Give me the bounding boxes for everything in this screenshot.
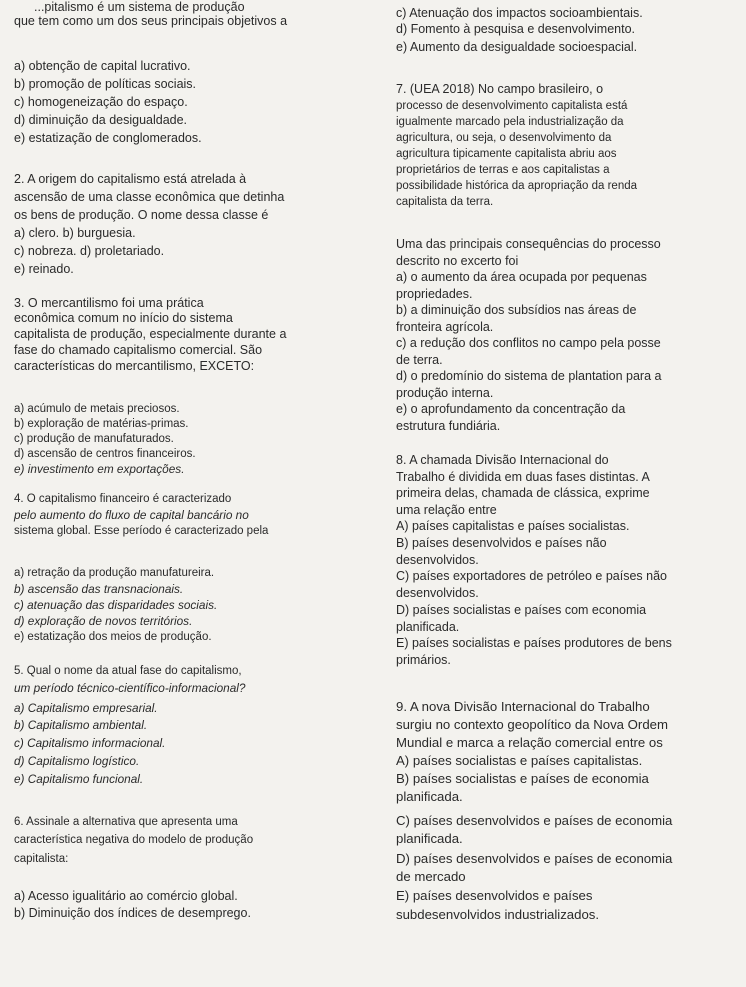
left-text-line: ascensão de uma classe econômica que detinha (14, 190, 285, 204)
left-text-line: e) investimento em exportações. (14, 462, 185, 476)
right-text-line: Trabalho é dividida em duas fases distintas. A (396, 470, 650, 484)
left-text-line: c) Capitalismo informacional. (14, 736, 166, 750)
right-text-line: d) o predomínio do sistema de plantation para a (396, 369, 662, 383)
left-text-line: ...pitalismo é um sistema de produção (34, 0, 245, 14)
right-text-line: processo de desenvolvimento capitalista está (396, 100, 628, 112)
left-text-line: capitalista: (14, 853, 69, 865)
right-text-line: de mercado (396, 869, 466, 884)
right-text-line: igualmente marcado pela industrialização da (396, 116, 624, 128)
right-text-line: E) países desenvolvidos e países (396, 888, 593, 903)
right-text-line: descrito no excerto foi (396, 254, 519, 268)
right-text-line: possibilidade histórica da apropriação da renda (396, 180, 638, 192)
left-text-line: econômica comum no início do sistema (14, 311, 233, 325)
right-text-line: estrutura fundiária. (396, 419, 501, 433)
left-text-line: os bens de produção. O nome dessa classe é (14, 208, 269, 222)
right-text-line: C) países desenvolvidos e países de economia (396, 813, 673, 828)
left-text-line: sistema global. Esse período é caracterizado pela (14, 525, 269, 537)
right-text-line: B) países desenvolvidos e países não (396, 536, 607, 550)
left-text-line: b) ascensão das transnacionais. (14, 582, 184, 596)
right-text-line: Mundial e marca a relação comercial entre os (396, 735, 663, 750)
right-text-line: desenvolvidos. (396, 586, 479, 600)
right-text-line: desenvolvidos. (396, 553, 479, 567)
left-text-line: b) promoção de políticas sociais. (14, 77, 197, 91)
right-text-line: fronteira agrícola. (396, 320, 494, 334)
right-text-line: A) países socialistas e países capitalistas. (396, 753, 643, 768)
left-text-line: 4. O capitalismo financeiro é caracterizado (14, 493, 232, 505)
right-text-line: de terra. (396, 353, 443, 367)
right-text-line: agricultura tipicamente capitalista abriu aos (396, 148, 617, 160)
right-text-line: uma relação entre (396, 503, 497, 517)
left-text-line: pelo aumento do fluxo de capital bancário no (14, 508, 249, 522)
left-text-line: 2. A origem do capitalismo está atrelada à (14, 172, 247, 186)
left-text-line: b) Capitalismo ambiental. (14, 718, 148, 732)
right-text-line: 9. A nova Divisão Internacional do Trabalho (396, 699, 650, 714)
left-text-line: e) reinado. (14, 262, 74, 276)
right-text-line: subdesenvolvidos industrializados. (396, 907, 600, 922)
left-text-line: d) Capitalismo logístico. (14, 754, 140, 768)
right-text-line: agricultura, ou seja, o desenvolvimento da (396, 132, 612, 144)
right-text-line: proprietários de terras e aos capitalistas a (396, 164, 610, 176)
left-text-line: a) obtenção de capital lucrativo. (14, 59, 191, 73)
right-text-line: e) Aumento da desigualdade socioespacial. (396, 40, 638, 54)
right-text-line: primeira delas, chamada de clássica, exprime (396, 486, 650, 500)
left-text-line: d) ascensão de centros financeiros. (14, 448, 196, 460)
left-text-line: c) nobreza. d) proletariado. (14, 244, 165, 258)
left-text-line: fase do chamado capitalismo comercial. São (14, 343, 263, 357)
right-text-line: b) a diminuição dos subsídios nas áreas de (396, 303, 637, 317)
right-text-line: d) Fomento à pesquisa e desenvolvimento. (396, 22, 636, 36)
left-text-line: 6. Assinale a alternativa que apresenta uma (14, 816, 238, 828)
left-text-line: a) clero. b) burguesia. (14, 226, 136, 240)
left-text-line: e) estatização de conglomerados. (14, 131, 202, 145)
left-text-line: capitalista de produção, especialmente durante a (14, 327, 287, 341)
right-text-line: 8. A chamada Divisão Internacional do (396, 453, 609, 467)
left-text-line: c) produção de manufaturados. (14, 433, 174, 445)
right-text-line: planificada. (396, 789, 463, 804)
right-text-line: C) países exportadores de petróleo e países não (396, 569, 668, 583)
left-text-line: e) estatização dos meios de produção. (14, 631, 212, 643)
left-text-line: característica negativa do modelo de produção (14, 834, 254, 846)
left-text-line: b) exploração de matérias-primas. (14, 418, 189, 430)
left-text-line: b) Diminuição dos índices de desemprego. (14, 906, 251, 920)
left-text-line: a) acúmulo de metais preciosos. (14, 403, 180, 415)
left-text-line: 5. Qual o nome da atual fase do capitalismo, (14, 665, 242, 677)
right-text-line: capitalista da terra. (396, 196, 494, 208)
left-text-line: a) Acesso igualitário ao comércio global. (14, 889, 238, 903)
right-text-line: primários. (396, 653, 451, 667)
left-text-line: a) Capitalismo empresarial. (14, 701, 158, 715)
right-text-line: A) países capitalistas e países socialistas. (396, 519, 630, 533)
right-text-line: 7. (UEA 2018) No campo brasileiro, o (396, 82, 604, 96)
right-text-line: planificada. (396, 831, 463, 846)
right-text-line: propriedades. (396, 287, 473, 301)
right-text-line: c) Atenuação dos impactos socioambientais. (396, 6, 643, 20)
left-text-line: 3. O mercantilismo foi uma prática (14, 296, 204, 310)
right-text-line: E) países socialistas e países produtores de bens (396, 636, 672, 650)
right-text-line: a) o aumento da área ocupada por pequenas (396, 270, 647, 284)
right-text-line: D) países socialistas e países com economia (396, 603, 647, 617)
left-text-line: c) homogeneização do espaço. (14, 95, 188, 109)
left-text-line: c) atenuação das disparidades sociais. (14, 598, 218, 612)
right-text-line: e) o aprofundamento da concentração da (396, 402, 626, 416)
left-text-line: d) diminuição da desigualdade. (14, 113, 188, 127)
left-text-line: a) retração da produção manufatureira. (14, 567, 215, 579)
right-text-line: Uma das principais consequências do processo (396, 237, 661, 251)
left-text-line: d) exploração de novos territórios. (14, 614, 193, 628)
left-text-line: características do mercantilismo, EXCETO: (14, 359, 255, 373)
left-text-line: e) Capitalismo funcional. (14, 772, 144, 786)
left-text-line: um período técnico-científico-informacional? (14, 681, 246, 695)
right-text-line: B) países socialistas e países de economia (396, 771, 649, 786)
right-text-line: D) países desenvolvidos e países de economia (396, 851, 673, 866)
right-text-line: surgiu no contexto geopolítico da Nova Ordem (396, 717, 668, 732)
right-text-line: planificada. (396, 620, 460, 634)
right-text-line: c) a redução dos conflitos no campo pela posse (396, 336, 661, 350)
right-text-line: produção interna. (396, 386, 494, 400)
left-text-line: que tem como um dos seus principais objetivos a (14, 14, 288, 28)
